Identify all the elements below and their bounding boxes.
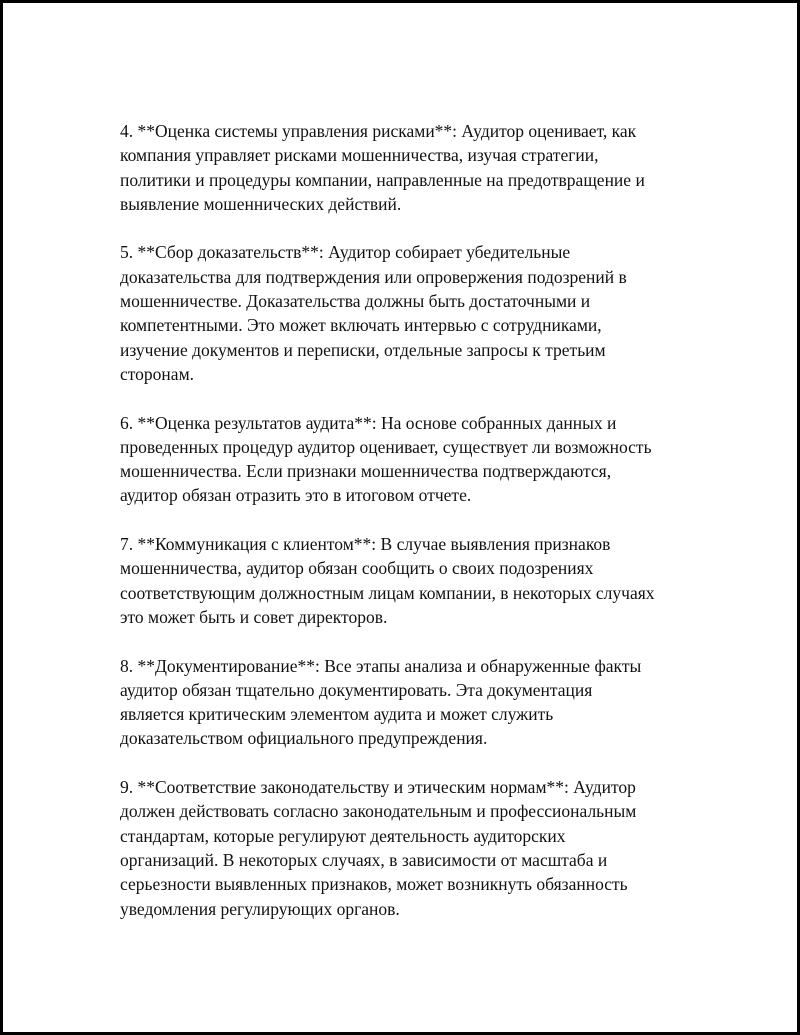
paragraph-item-7: 7. **Коммуникация с клиентом**: В случае выявления признаков мошенничества, аудитор обязан сообщить о своих подозрениях соответствующим должностным лицам компании, в некоторых случаях это может быть и совет директоров. (120, 534, 655, 627)
paragraph-item-8: 8. **Документирование**: Все этапы анализа и обнаруженные факты аудитор обязан тщательно документировать. Эта документация является критическим элементом аудита и может служить доказательством официального предупреждения. (120, 655, 642, 749)
paragraph-item-6: 6. **Оценка результатов аудита**: На основе собранных данных и проведенных процедур аудитор оценивает, существует ли возможность мошенничества. Если признаки мошенничества подтверждаются, аудитор обязан отразить это в итоговом отчете. (120, 412, 652, 506)
paragraph-item-5: 5. **Сбор доказательств**: Аудитор собирает убедительные доказательства для подтверждения или опровержения подозрений в мошенничестве. Доказательства должны быть достаточными и компетентными. Это может включать интервью с сотрудниками, изучение документов и переписки, отдельные запросы к третьим сторонам. (120, 242, 627, 384)
paragraph-item-9: 9. **Соответствие законодательству и этическим нормам**: Аудитор должен действовать согласно законодательным и профессиональным стандартам, которые регулируют деятельность аудиторских организаций. В некоторых случаях, в зависимости от масштаба и серьезности выявленных признаков, может возникнуть обязанность уведомления регулирующих органов. (120, 777, 637, 919)
document-body (120, 119, 695, 945)
paragraph-item-4: 4. **Оценка системы управления рисками**: Аудитор оценивает, как компания управляет рисками мошенничества, изучая стратегии, политики и процедуры компании, направленные на предотвращение и выявление мошеннических действий. (120, 121, 645, 214)
